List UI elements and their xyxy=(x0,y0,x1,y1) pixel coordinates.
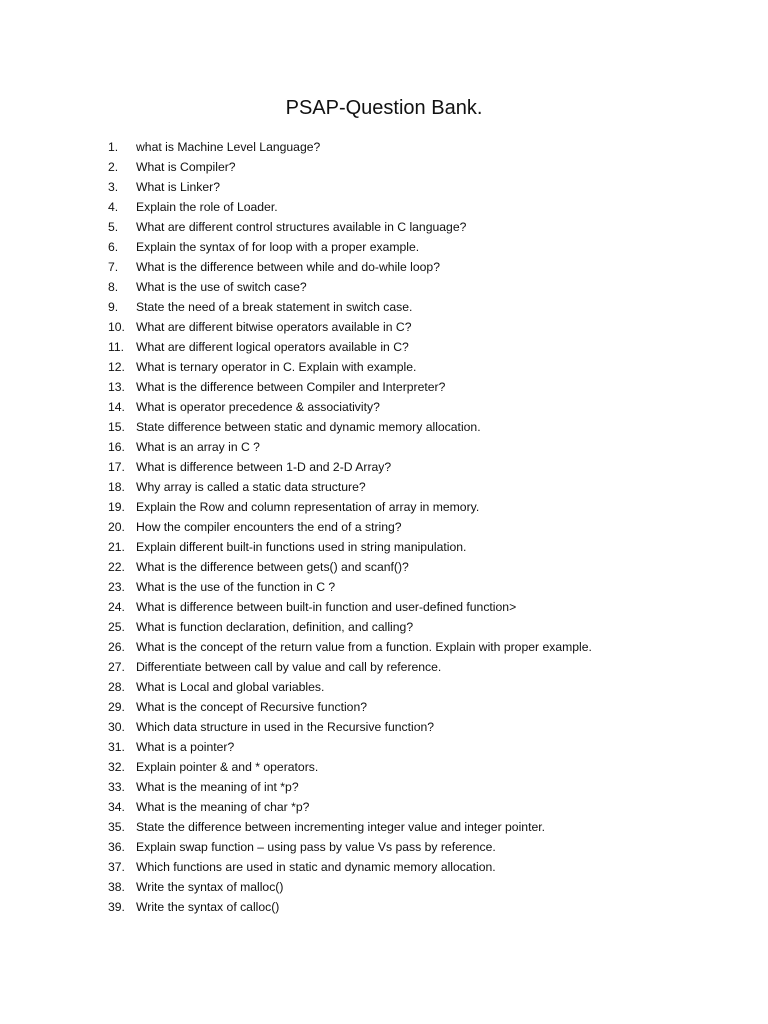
question-number: 32. xyxy=(108,760,125,774)
list-item xyxy=(108,417,728,437)
list-item xyxy=(108,877,728,897)
list-item xyxy=(108,137,728,157)
question-number: 37. xyxy=(108,860,125,874)
question-text: What is the difference between gets() and scanf()? xyxy=(136,560,409,574)
list-item xyxy=(108,457,728,477)
list-item xyxy=(108,157,728,177)
question-text: State the need of a break statement in switch case. xyxy=(136,300,413,314)
question-text: What is the use of switch case? xyxy=(136,280,307,294)
question-number: 35. xyxy=(108,820,125,834)
question-number: 15. xyxy=(108,420,125,434)
question-text: Why array is called a static data structure? xyxy=(136,480,366,494)
question-number: 39. xyxy=(108,900,125,914)
list-item xyxy=(108,717,728,737)
question-text: What are different bitwise operators available in C? xyxy=(136,320,412,334)
question-text: What is the difference between Compiler and Interpreter? xyxy=(136,380,446,394)
question-number: 28. xyxy=(108,680,125,694)
list-item xyxy=(108,657,728,677)
question-number: 1. xyxy=(108,140,119,154)
question-text: What are different control structures available in C language? xyxy=(136,220,467,234)
question-text: Which functions are used in static and dynamic memory allocation. xyxy=(136,860,496,874)
question-text: Explain the role of Loader. xyxy=(136,200,278,214)
question-number: 17. xyxy=(108,460,125,474)
question-number: 29. xyxy=(108,700,125,714)
question-text: What is the difference between while and do-while loop? xyxy=(136,260,440,274)
list-item xyxy=(108,797,728,817)
question-text: What is an array in C ? xyxy=(136,440,260,454)
question-text: How the compiler encounters the end of a string? xyxy=(136,520,402,534)
list-item xyxy=(108,777,728,797)
question-number: 31. xyxy=(108,740,125,754)
question-text: State difference between static and dynamic memory allocation. xyxy=(136,420,481,434)
question-text: What is the meaning of char *p? xyxy=(136,800,310,814)
question-text: What is a pointer? xyxy=(136,740,235,754)
question-text: What is function declaration, definition, and calling? xyxy=(136,620,414,634)
question-number: 30. xyxy=(108,720,125,734)
list-item xyxy=(108,197,728,217)
question-text: Write the syntax of calloc() xyxy=(136,900,280,914)
list-item xyxy=(108,277,728,297)
question-text: What is operator precedence & associativity? xyxy=(136,400,380,414)
list-item xyxy=(108,557,728,577)
question-number: 21. xyxy=(108,540,125,554)
question-text: Explain the syntax of for loop with a proper example. xyxy=(136,240,420,254)
question-number: 9. xyxy=(108,300,119,314)
question-number: 14. xyxy=(108,400,125,414)
question-text: what is Machine Level Language? xyxy=(136,140,321,154)
question-text: Explain pointer & and * operators. xyxy=(136,760,319,774)
question-text: Which data structure in used in the Recursive function? xyxy=(136,720,435,734)
list-item xyxy=(108,577,728,597)
list-item xyxy=(108,497,728,517)
list-item xyxy=(108,377,728,397)
question-number: 27. xyxy=(108,660,125,674)
list-item xyxy=(108,817,728,837)
question-number: 36. xyxy=(108,840,125,854)
question-text: Explain different built-in functions used in string manipulation. xyxy=(136,540,467,554)
question-number: 19. xyxy=(108,500,125,514)
question-text: Explain the Row and column representation of array in memory. xyxy=(136,500,480,514)
question-number: 6. xyxy=(108,240,119,254)
list-item xyxy=(108,737,728,757)
question-number: 22. xyxy=(108,560,125,574)
question-text: What is Local and global variables. xyxy=(136,680,325,694)
question-number: 5. xyxy=(108,220,119,234)
question-text: State the difference between incrementing integer value and integer pointer. xyxy=(136,820,546,834)
question-text: What is the use of the function in C ? xyxy=(136,580,336,594)
question-number: 7. xyxy=(108,260,119,274)
list-item xyxy=(108,697,728,717)
list-item xyxy=(108,437,728,457)
question-text: What is difference between 1-D and 2-D Array? xyxy=(136,460,392,474)
question-text: Explain swap function – using pass by value Vs pass by reference. xyxy=(136,840,496,854)
question-text: What is Linker? xyxy=(136,180,220,194)
list-item xyxy=(108,317,728,337)
list-item xyxy=(108,337,728,357)
question-number: 3. xyxy=(108,180,119,194)
list-item xyxy=(108,517,728,537)
question-text: What is ternary operator in C. Explain with example. xyxy=(136,360,417,374)
question-number: 18. xyxy=(108,480,125,494)
question-text: Differentiate between call by value and call by reference. xyxy=(136,660,442,674)
list-item xyxy=(108,617,728,637)
list-item xyxy=(108,537,728,557)
question-number: 20. xyxy=(108,520,125,534)
question-number: 24. xyxy=(108,600,125,614)
list-item xyxy=(108,357,728,377)
question-number: 12. xyxy=(108,360,125,374)
question-number: 26. xyxy=(108,640,125,654)
list-item xyxy=(108,677,728,697)
question-number: 38. xyxy=(108,880,125,894)
question-number: 16. xyxy=(108,440,125,454)
question-text: What is difference between built-in function and user-defined function> xyxy=(136,600,517,614)
question-text: What is the meaning of int *p? xyxy=(136,780,299,794)
list-item xyxy=(108,757,728,777)
list-item xyxy=(108,637,728,657)
list-item xyxy=(108,597,728,617)
list-item xyxy=(108,217,728,237)
page-title: PSAP-Question Bank. xyxy=(285,97,483,119)
list-item xyxy=(108,237,728,257)
question-number: 25. xyxy=(108,620,125,634)
question-number: 8. xyxy=(108,280,119,294)
list-item xyxy=(108,177,728,197)
question-text: What is the concept of Recursive function? xyxy=(136,700,368,714)
list-item xyxy=(108,857,728,877)
question-text: Write the syntax of malloc() xyxy=(136,880,284,894)
question-text: What is Compiler? xyxy=(136,160,236,174)
list-item xyxy=(108,397,728,417)
question-text: What are different logical operators available in C? xyxy=(136,340,409,354)
question-number: 13. xyxy=(108,380,125,394)
question-number: 10. xyxy=(108,320,125,334)
question-number: 11. xyxy=(108,340,125,354)
question-number: 2. xyxy=(108,160,119,174)
list-item xyxy=(108,897,728,917)
question-number: 33. xyxy=(108,780,125,794)
question-number: 23. xyxy=(108,580,125,594)
list-item xyxy=(108,837,728,857)
question-number: 34. xyxy=(108,800,125,814)
list-item xyxy=(108,257,728,277)
list-item xyxy=(108,477,728,497)
question-number: 4. xyxy=(108,200,119,214)
question-text: What is the concept of the return value from a function. Explain with proper example. xyxy=(136,640,592,654)
list-item xyxy=(108,297,728,317)
question-list xyxy=(108,137,728,917)
